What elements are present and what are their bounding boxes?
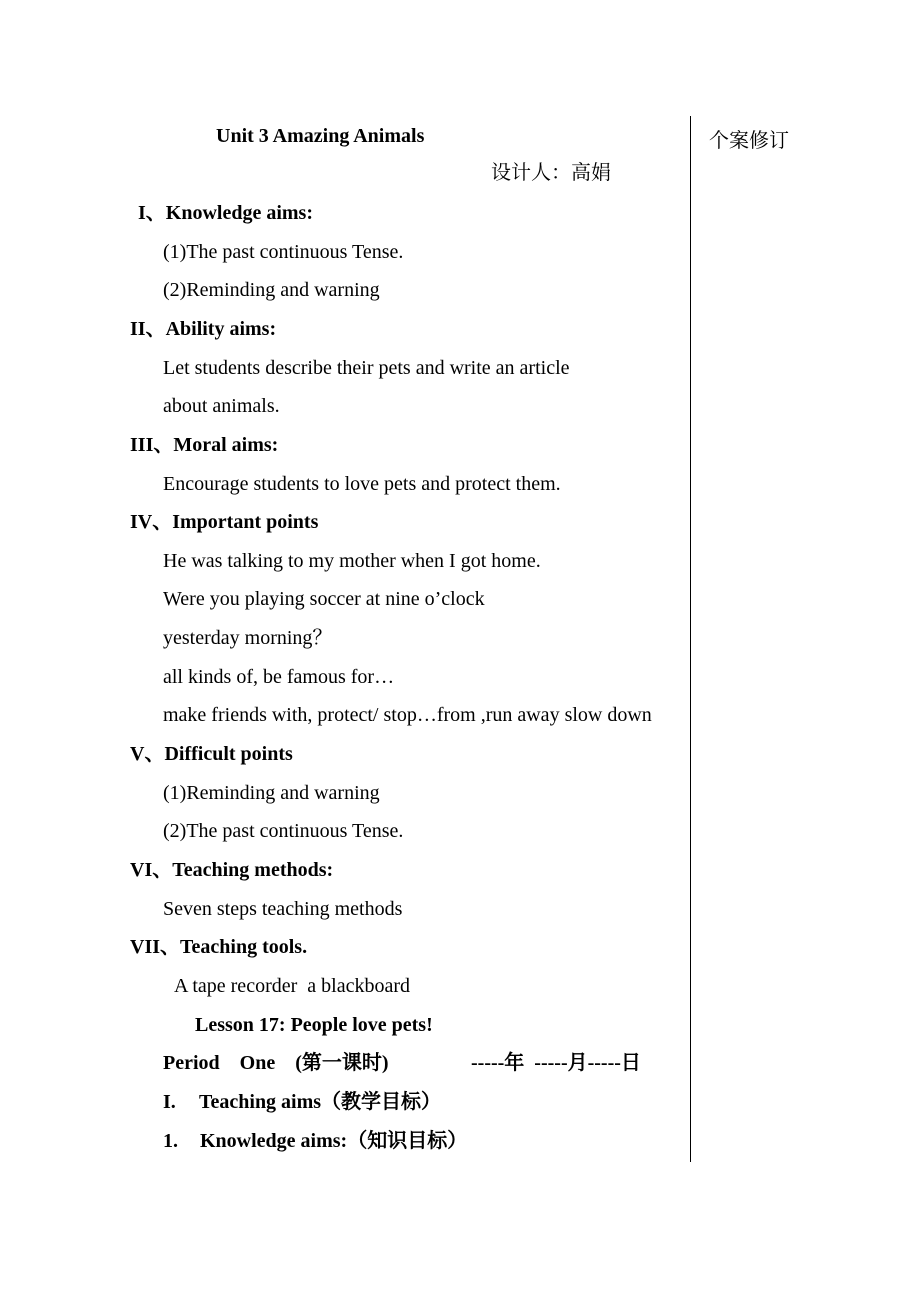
- column-divider: [690, 116, 691, 1162]
- date-line: -----年 -----月-----日: [471, 1052, 641, 1074]
- difficult-item: (1)Reminding and warning: [163, 782, 380, 804]
- section-heading-knowledge: I、Knowledge aims:: [138, 202, 313, 224]
- knowledge-item: (2)Reminding and warning: [163, 279, 380, 301]
- section-heading-difficult: V、Difficult points: [130, 743, 293, 765]
- important-item: He was talking to my mother when I got home.: [163, 550, 541, 572]
- designer-credit: 设计人：高娟: [491, 162, 611, 184]
- period-label: Period One (第一课时): [163, 1052, 389, 1074]
- section-heading-important: IV、Important points: [130, 511, 319, 533]
- moral-item: Encourage students to love pets and protect them.: [163, 473, 561, 495]
- knowledge-item: (1)The past continuous Tense.: [163, 241, 404, 263]
- ability-item: Let students describe their pets and write an article: [163, 357, 570, 379]
- important-item: make friends with, protect/ stop…from ,run away slow down: [163, 704, 652, 726]
- methods-item: Seven steps teaching methods: [163, 898, 403, 920]
- important-item: all kinds of, be famous for…: [163, 666, 395, 688]
- knowledge-aims-heading: Knowledge aims:（知识目标）: [200, 1130, 468, 1152]
- section-heading-ability: II、Ability aims:: [130, 318, 277, 340]
- important-item: yesterday morning？: [163, 627, 333, 649]
- unit-title: Unit 3 Amazing Animals: [216, 125, 425, 147]
- difficult-item: (2)The past continuous Tense.: [163, 820, 404, 842]
- revision-column-label: 个案修订: [709, 130, 789, 152]
- knowledge-aims-number: 1.: [163, 1130, 178, 1152]
- teaching-aims-heading: Teaching aims（教学目标）: [199, 1091, 442, 1113]
- teaching-aims-number: I.: [163, 1091, 176, 1113]
- tools-item: A tape recorder a blackboard: [174, 975, 410, 997]
- section-heading-moral: III、Moral aims:: [130, 434, 279, 456]
- section-heading-tools: VII、Teaching tools.: [130, 936, 308, 958]
- ability-item: about animals.: [163, 395, 280, 417]
- important-item: Were you playing soccer at nine o’clock: [163, 588, 485, 610]
- lesson-title: Lesson 17: People love pets!: [195, 1014, 433, 1036]
- section-heading-methods: VI、Teaching methods:: [130, 859, 334, 881]
